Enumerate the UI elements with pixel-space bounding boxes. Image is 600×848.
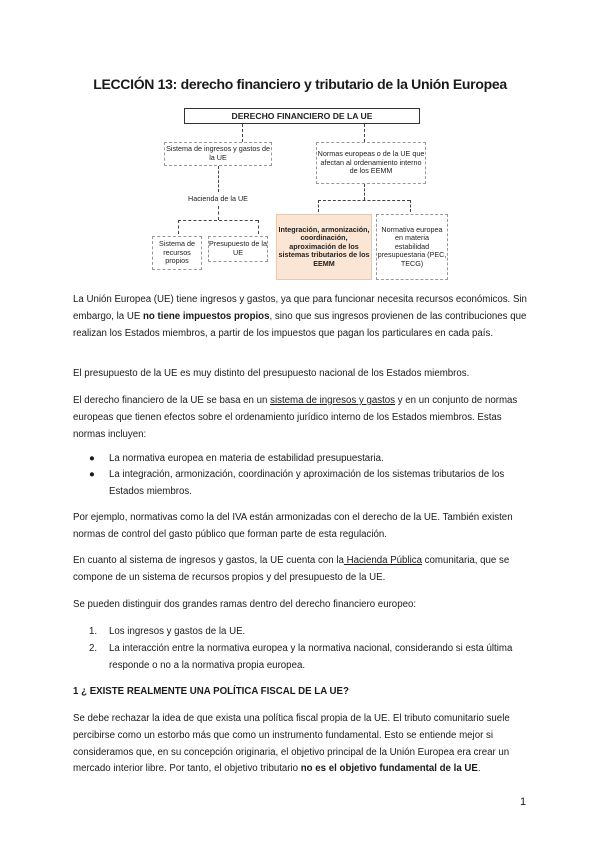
diagram-connector bbox=[364, 124, 365, 142]
diagram-connector bbox=[410, 200, 411, 212]
diagram-connector bbox=[218, 206, 219, 220]
paragraph-ramas: Se pueden distinguir dos grandes ramas dentro del derecho financiero europeo: bbox=[73, 599, 417, 610]
diagram-root-box: DERECHO FINANCIERO DE LA UE bbox=[184, 108, 420, 124]
bullet-marker: ● bbox=[89, 469, 95, 480]
page-title: LECCIÓN 13: derecho financiero y tributario de la Unión Europea bbox=[93, 76, 507, 92]
paragraph-presupuesto: El presupuesto de la UE es muy distinto del presupuesto nacional de los Estados miembros. bbox=[73, 368, 470, 379]
paragraph-ejemplo-iva: Por ejemplo, normativas como la del IVA están armonizadas con el derecho de la UE. También existen normas de control del gasto público que forman parte de esta regulación. bbox=[73, 512, 513, 540]
diagram-left-branch-box: Sistema de ingresos y gastos de la UE bbox=[164, 142, 272, 166]
concept-diagram bbox=[152, 104, 452, 282]
diagram-connector bbox=[318, 200, 319, 212]
list-item: ● La normativa europea en materia de estabilidad presupuestaria. bbox=[89, 451, 529, 468]
diagram-integracion-box: Integración, armonización, coordinación, aproximación de los sistemas tributarios de los EEMM bbox=[276, 214, 372, 280]
diagram-presupuesto-box: Presupuesto de la UE bbox=[208, 236, 268, 262]
diagram-connector bbox=[258, 220, 259, 234]
paragraph-derecho-financiero: El derecho financiero de la UE se basa en un sistema de ingresos y gastos y en un conjunto de normas europeas que tienen efectos sobre el ordenamiento jurídico interno de los Estados miembros. Estas normas incluyen: bbox=[73, 395, 518, 440]
diagram-connector bbox=[242, 124, 243, 142]
section-heading: 1 ¿ EXISTE REALMENTE UNA POLÍTICA FISCAL DE LA UE? bbox=[73, 686, 349, 697]
list-item: 2. La interacción entre la normativa europea y la normativa nacional, considerando si esta última responde o no a la normativa propia europea. bbox=[89, 643, 513, 671]
diagram-normativa-box: Normativa europea en materia estabilidad presupuestaria (PEC, TECG) bbox=[376, 214, 448, 280]
page-number: 1 bbox=[520, 796, 527, 808]
bullet-marker: ● bbox=[89, 453, 95, 464]
diagram-hacienda-box: Hacienda de la UE bbox=[188, 193, 248, 203]
diagram-right-branch-box: Normas europeas o de la UE que afectan al ordenamiento interno de los EEMM bbox=[316, 142, 426, 184]
diagram-recursos-box: Sistema de recursos propios bbox=[152, 236, 202, 270]
diagram-connector bbox=[218, 166, 219, 192]
diagram-connector bbox=[318, 200, 410, 201]
paragraph-politica-fiscal: Se debe rechazar la idea de que exista una política fiscal propia de la UE. El tributo comunitario suele percibirse como un estorbo más que como un instrumento fundamental. Esto se entiende mejor si consideramos que, en su concepción originaria, el objetivo principal de la Unión Europea era crear un mercado interior libre. Por tanto, el objetivo tributario no es el objetivo fundamental de la UE. bbox=[73, 713, 510, 775]
paragraph-hacienda: En cuanto al sistema de ingresos y gastos, la UE cuenta con la Hacienda Pública comunitaria, que se compone de un sistema de recursos propios y del presupuesto de la UE. bbox=[73, 555, 510, 583]
paragraph-intro: La Unión Europea (UE) tiene ingresos y gastos, ya que para funcionar necesita recursos económicos. Sin embargo, la UE no tiene impuestos propios, sino que sus ingresos provienen de las contribuciones que realizan los Estados miembros, a partir de los impuestos que pagan los particulares en cada país. bbox=[73, 294, 527, 339]
list-item: ● La integración, armonización, coordinación y aproximación de los sistemas tributarios de los Estados miembros. bbox=[89, 469, 505, 497]
diagram-connector bbox=[178, 220, 179, 234]
diagram-connector bbox=[178, 220, 258, 221]
diagram-connector bbox=[364, 184, 365, 200]
list-item: 1. Los ingresos y gastos de la UE. bbox=[89, 626, 246, 637]
